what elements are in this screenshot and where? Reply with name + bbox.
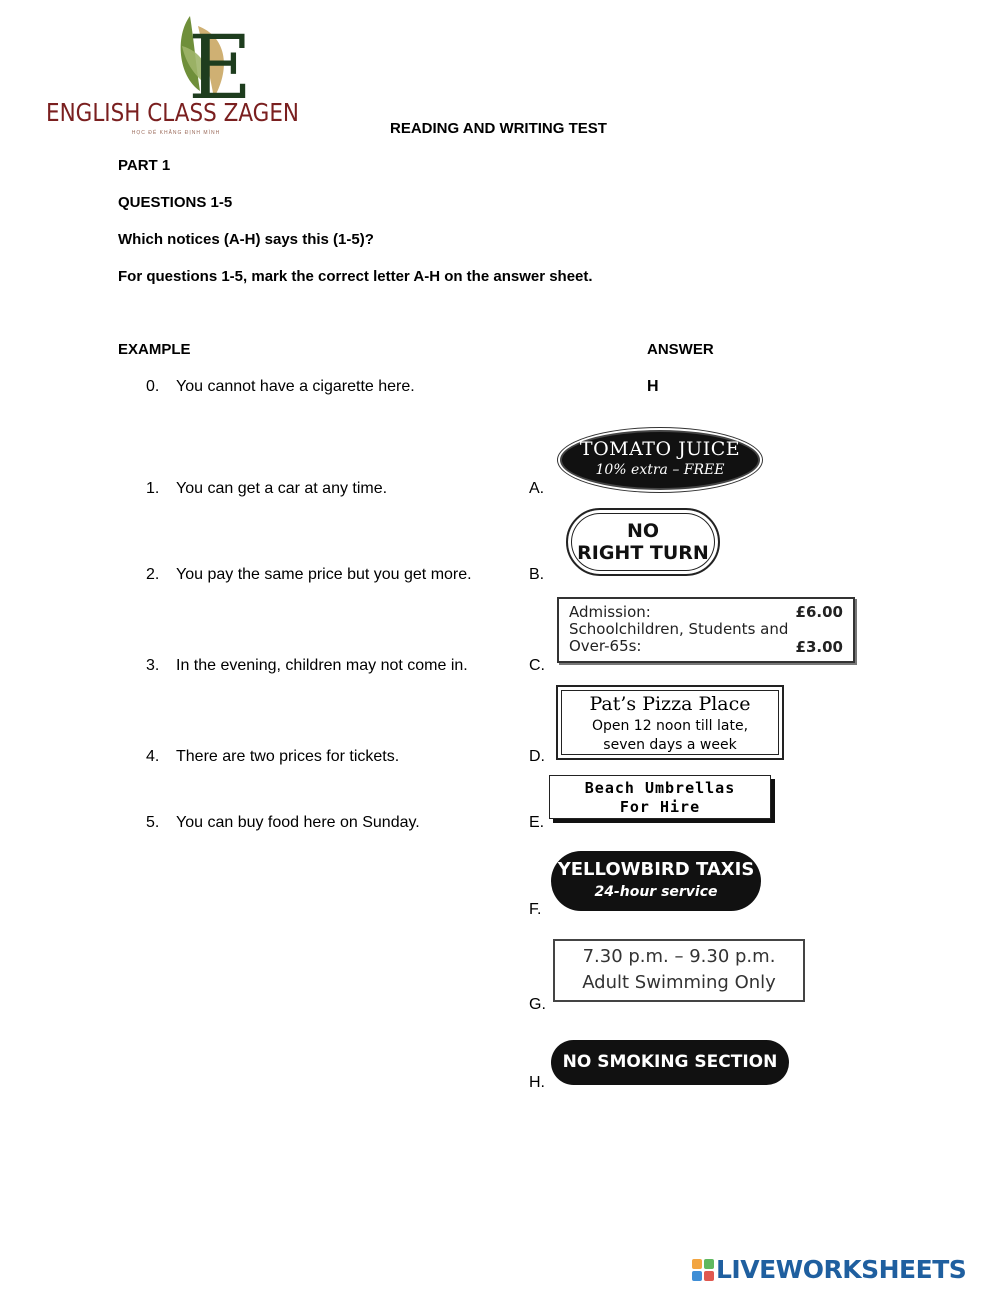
question-text: In the evening, children may not come in. bbox=[176, 657, 468, 674]
notice-line: Adult Swimming Only bbox=[582, 972, 776, 993]
example-answer: H bbox=[647, 378, 659, 395]
school-logo bbox=[46, 6, 300, 136]
question-number: 1. bbox=[146, 480, 160, 497]
notice-line: Open 12 noon till late, bbox=[591, 718, 749, 734]
notice-letter-b: B. bbox=[529, 566, 545, 583]
notice-line: RIGHT TURN bbox=[577, 542, 709, 564]
notice-line: 24-hour service bbox=[594, 884, 718, 900]
notice-letter-c: C. bbox=[529, 657, 545, 674]
question-text: You can buy food here on Sunday. bbox=[176, 814, 420, 831]
logo-tagline: HỌC ĐỂ KHẲNG ĐỊNH MÌNH bbox=[131, 130, 221, 136]
question-text: You pay the same price but you get more. bbox=[176, 566, 472, 583]
notice-letter-d: D. bbox=[529, 748, 545, 765]
question-number: 3. bbox=[146, 657, 160, 674]
notice-letter-e: E. bbox=[529, 814, 545, 831]
notice-line: Admission: bbox=[569, 603, 651, 621]
notice-price: £6.00 bbox=[795, 603, 843, 621]
notice-line: NO bbox=[626, 520, 660, 542]
notice-letter-a: A. bbox=[529, 480, 545, 497]
notice-line: Over-65s: bbox=[569, 637, 642, 655]
question-text: You can get a car at any time. bbox=[176, 480, 388, 497]
notice-line: 7.30 p.m. – 9.30 p.m. bbox=[582, 946, 776, 967]
notice-no-right-turn bbox=[566, 508, 720, 576]
svg-text:E: E bbox=[188, 16, 253, 119]
question-number: 2. bbox=[146, 566, 160, 583]
notice-pizza-place bbox=[556, 685, 784, 760]
notice-letter-g: G. bbox=[529, 996, 546, 1013]
page-title: READING AND WRITING TEST bbox=[390, 120, 607, 137]
directions-text: For questions 1-5, mark the correct letter A-H on the answer sheet. bbox=[118, 268, 593, 285]
liveworksheets-logo bbox=[692, 1256, 992, 1284]
prompt-text: Which notices (A-H) says this (1-5)? bbox=[118, 231, 374, 248]
notice-line: Pat’s Pizza Place bbox=[589, 693, 751, 715]
notice-line: seven days a week bbox=[603, 737, 737, 753]
notice-line: TOMATO JUICE bbox=[579, 438, 741, 460]
notice-line: Schoolchildren, Students and bbox=[569, 620, 789, 638]
notice-line: 10% extra – FREE bbox=[595, 462, 725, 478]
notice-line: Beach Umbrellas bbox=[584, 779, 736, 797]
notice-price: £3.00 bbox=[795, 638, 843, 656]
logo-text: ENGLISH CLASS ZAGEN bbox=[46, 98, 300, 127]
notice-no-smoking bbox=[551, 1040, 789, 1085]
answer-label: ANSWER bbox=[647, 341, 714, 358]
notice-line: YELLOWBIRD TAXIS bbox=[557, 859, 755, 880]
notice-admission-prices bbox=[557, 597, 855, 663]
leaf-letter-e-icon bbox=[170, 6, 253, 119]
questions-heading: QUESTIONS 1-5 bbox=[118, 194, 233, 211]
liveworksheets-tiles-icon bbox=[692, 1259, 714, 1281]
part-heading: PART 1 bbox=[118, 157, 171, 174]
notice-adult-swimming bbox=[553, 939, 805, 1002]
notice-yellowbird-taxis bbox=[551, 851, 761, 911]
notice-tomato-juice bbox=[560, 430, 760, 490]
question-text: There are two prices for tickets. bbox=[176, 748, 400, 765]
question-number: 5. bbox=[146, 814, 160, 831]
notice-beach-umbrellas bbox=[549, 775, 771, 819]
example-number: 0. bbox=[146, 378, 160, 395]
notice-letter-h: H. bbox=[529, 1074, 545, 1091]
liveworksheets-brand: LIVEWORKSHEETS bbox=[716, 1255, 967, 1284]
notice-line: NO SMOKING SECTION bbox=[562, 1052, 778, 1072]
example-text: You cannot have a cigarette here. bbox=[176, 378, 415, 395]
notice-letter-f: F. bbox=[529, 901, 542, 918]
notice-line: For Hire bbox=[619, 798, 701, 816]
example-label: EXAMPLE bbox=[118, 341, 191, 358]
question-number: 4. bbox=[146, 748, 160, 765]
